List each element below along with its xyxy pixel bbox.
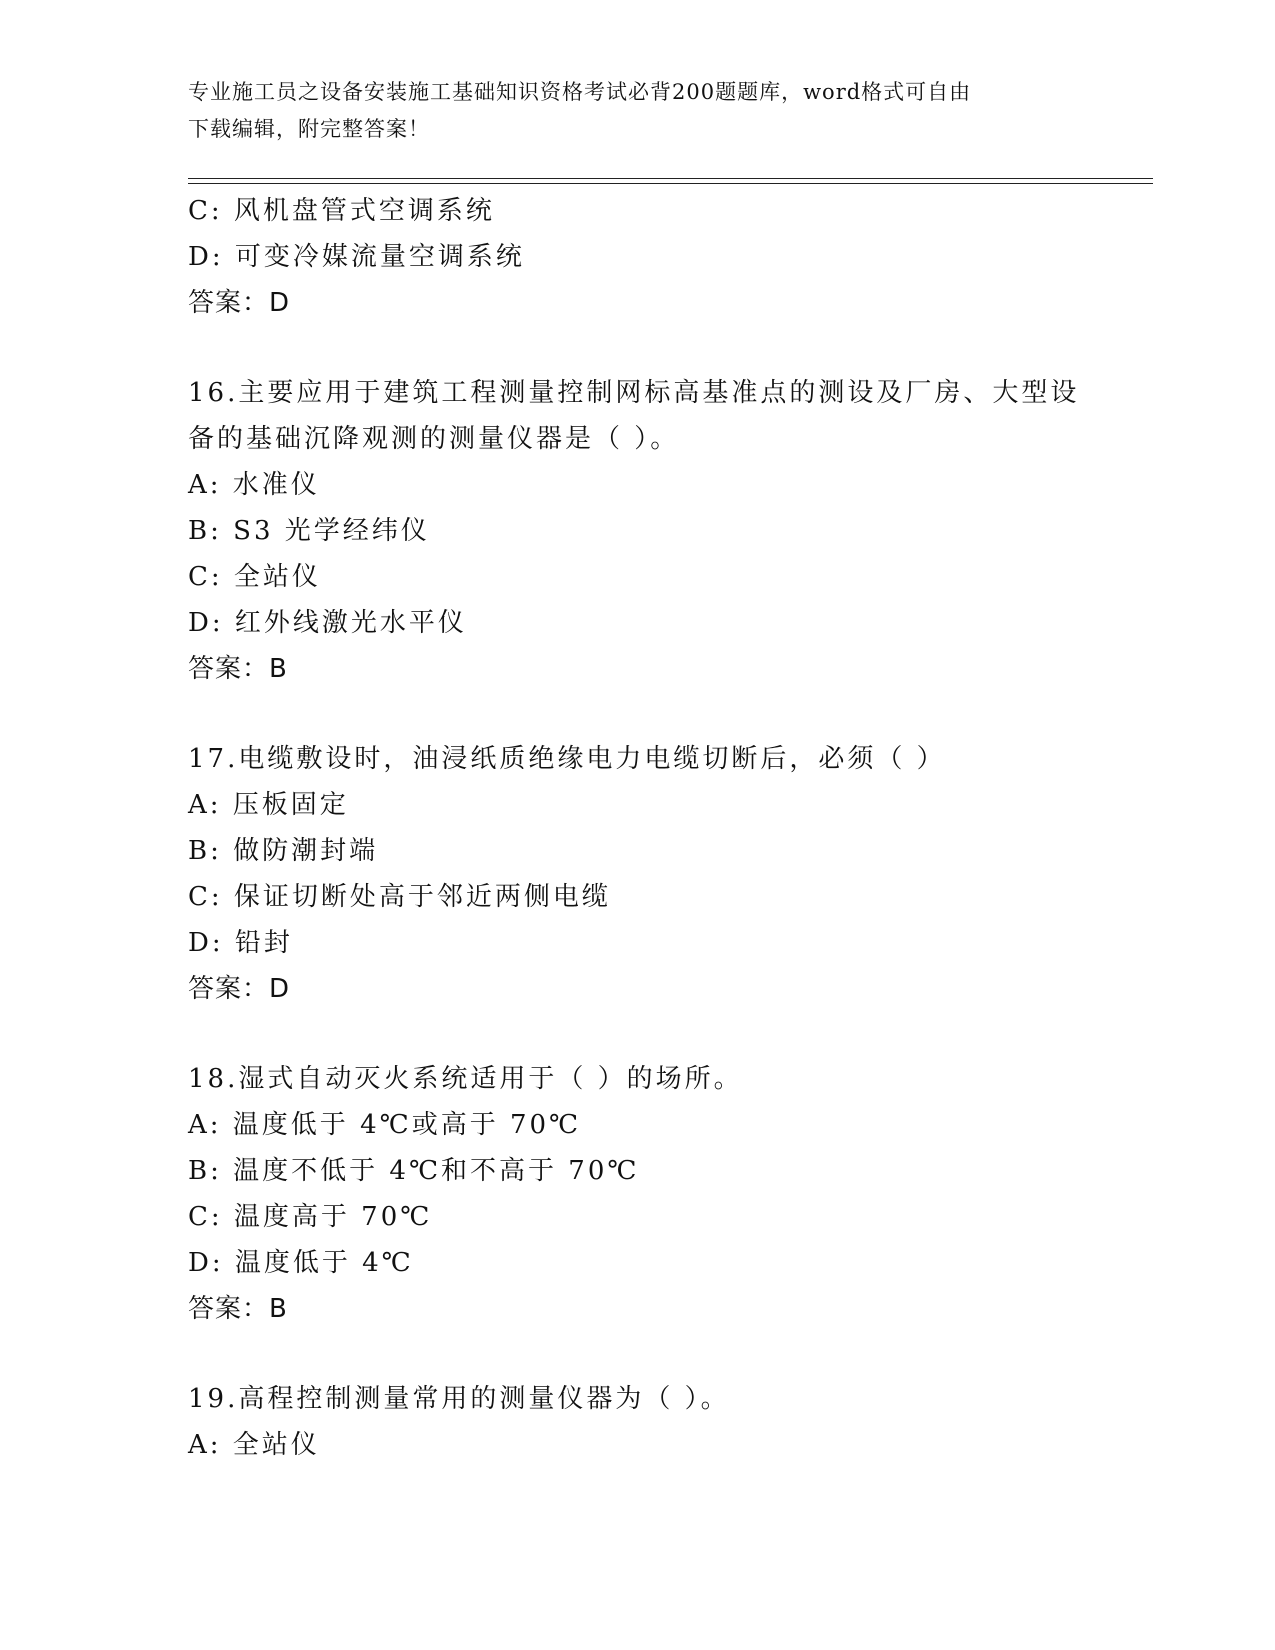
option-d: D: 铅封 <box>188 928 293 958</box>
answer-line: 答案：B <box>188 654 288 684</box>
option-b: B: 温度不低于 4℃和不高于 70℃ <box>188 1156 640 1186</box>
spacer <box>188 692 1138 736</box>
question-17 <box>188 736 1138 1012</box>
question-19 <box>188 1376 1138 1468</box>
answer-line: 答案：B <box>188 1294 288 1324</box>
question-stem: 17.电缆敷设时，油浸纸质绝缘电力电缆切断后，必须（ ） <box>188 744 946 774</box>
spacer <box>188 1332 1138 1376</box>
option-d: D: 可变冷媒流量空调系统 <box>188 242 525 272</box>
question-18 <box>188 1056 1138 1332</box>
document-header <box>188 74 1088 148</box>
header-divider-top <box>188 178 1153 179</box>
option-a: A: 全站仪 <box>188 1430 320 1460</box>
spacer <box>188 1012 1138 1056</box>
question-stem: 19.高程控制测量常用的测量仪器为（ ）。 <box>188 1384 730 1414</box>
answer-line: 答案：D <box>188 974 291 1004</box>
option-a: A: 温度低于 4℃或高于 70℃ <box>188 1110 582 1140</box>
option-a: A: 水准仪 <box>188 470 320 500</box>
prev-question-block <box>188 188 1138 326</box>
question-stem: 16.主要应用于建筑工程测量控制网标高基准点的测设及厂房、大型设 <box>188 378 1080 408</box>
question-stem: 备的基础沉降观测的测量仪器是（ ）。 <box>188 424 680 454</box>
question-list <box>188 188 1138 1468</box>
header-divider-bottom <box>188 183 1153 184</box>
option-c: C: 温度高于 70℃ <box>188 1202 433 1232</box>
option-c: C: 全站仪 <box>188 562 321 592</box>
option-c: C: 保证切断处高于邻近两侧电缆 <box>188 882 611 912</box>
option-d: D: 温度低于 4℃ <box>188 1248 414 1278</box>
spacer <box>188 326 1138 370</box>
header-line-1: 专业施工员之设备安装施工基础知识资格考试必背200题题库，word格式可自由 <box>188 80 972 104</box>
option-c: C: 风机盘管式空调系统 <box>188 196 495 226</box>
option-b: B: S3 光学经纬仪 <box>188 516 430 546</box>
option-d: D: 红外线激光水平仪 <box>188 608 467 638</box>
question-16 <box>188 370 1138 692</box>
header-line-2: 下载编辑，附完整答案！ <box>188 117 430 141</box>
option-b: B: 做防潮封端 <box>188 836 379 866</box>
option-a: A: 压板固定 <box>188 790 349 820</box>
answer-line: 答案：D <box>188 288 291 318</box>
question-stem: 18.湿式自动灭火系统适用于（ ）的场所。 <box>188 1064 743 1094</box>
